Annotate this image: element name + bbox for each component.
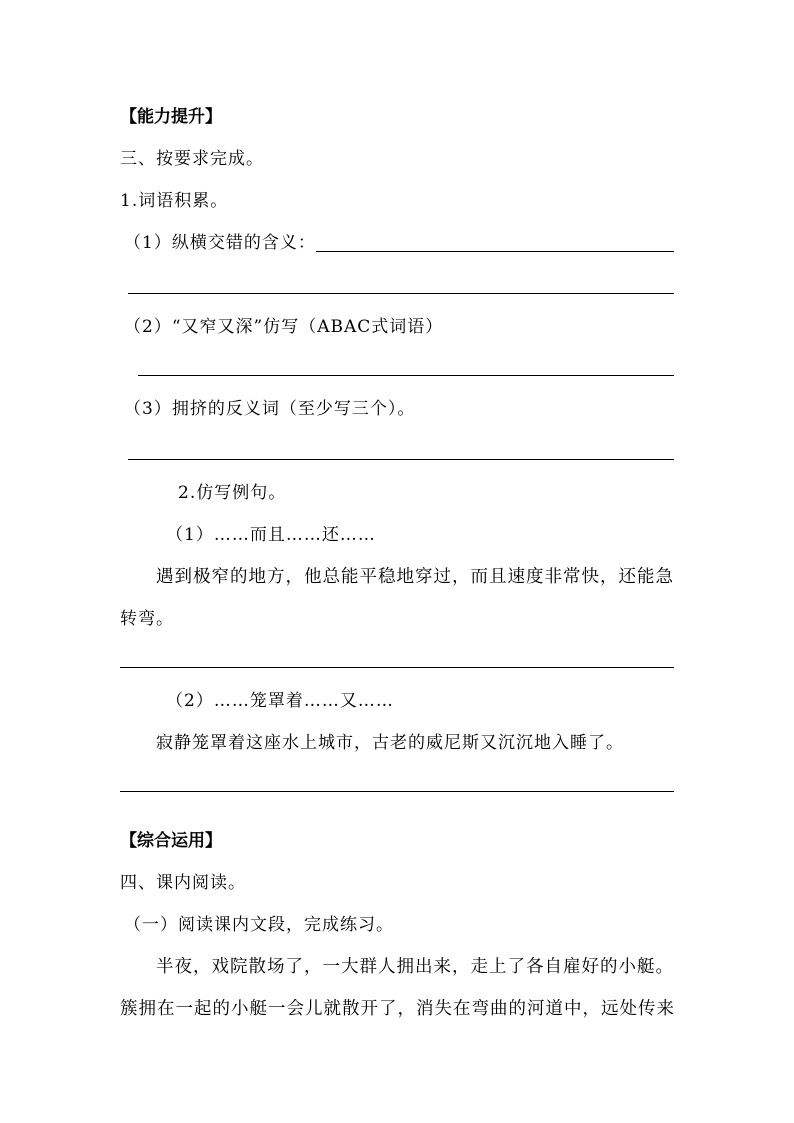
- question-4-title: 四、课内阅读。: [120, 873, 246, 893]
- answer-line: [128, 459, 674, 460]
- question-2-2-example: 寂静笼罩着这座水上城市，古老的威尼斯又沉沉地入睡了。: [156, 733, 624, 753]
- question-1-3: （3）拥挤的反义词（至少写三个）。: [124, 399, 416, 419]
- question-2-title: 2.仿写例句。: [178, 483, 287, 503]
- answer-line: [120, 791, 674, 792]
- question-3-title: 三、按要求完成。: [120, 149, 264, 169]
- question-1-title: 1.词语积累。: [120, 191, 229, 211]
- answer-line: [128, 293, 674, 294]
- answer-line: [316, 251, 674, 252]
- part-1-title: （一）阅读课内文段，完成练习。: [124, 915, 394, 935]
- answer-line: [120, 667, 674, 668]
- heading-ability: 【能力提升】: [120, 107, 222, 127]
- question-1-1: （1）纵横交错的含义：: [124, 233, 316, 253]
- question-1-2: （2）“又窄又深”仿写（ABAC式词语）: [124, 317, 444, 337]
- answer-line: [138, 375, 674, 376]
- question-2-1-pattern: （1）……而且……还……: [166, 525, 376, 545]
- question-2-1-example-line: 转弯。: [120, 609, 174, 629]
- heading-comprehensive: 【综合运用】: [120, 831, 222, 851]
- question-2-1-example-line: 遇到极窄的地方，他总能平稳地穿过，而且速度非常快，还能急: [156, 567, 674, 587]
- passage-line: 簇拥在一起的小艇一会儿就散开了，消失在弯曲的河道中，远处传来: [120, 999, 675, 1019]
- question-2-2-pattern: （2）……笼罩着……又……: [166, 691, 394, 711]
- passage-line: 半夜，戏院散场了，一大群人拥出来，走上了各自雇好的小艇。: [156, 957, 674, 977]
